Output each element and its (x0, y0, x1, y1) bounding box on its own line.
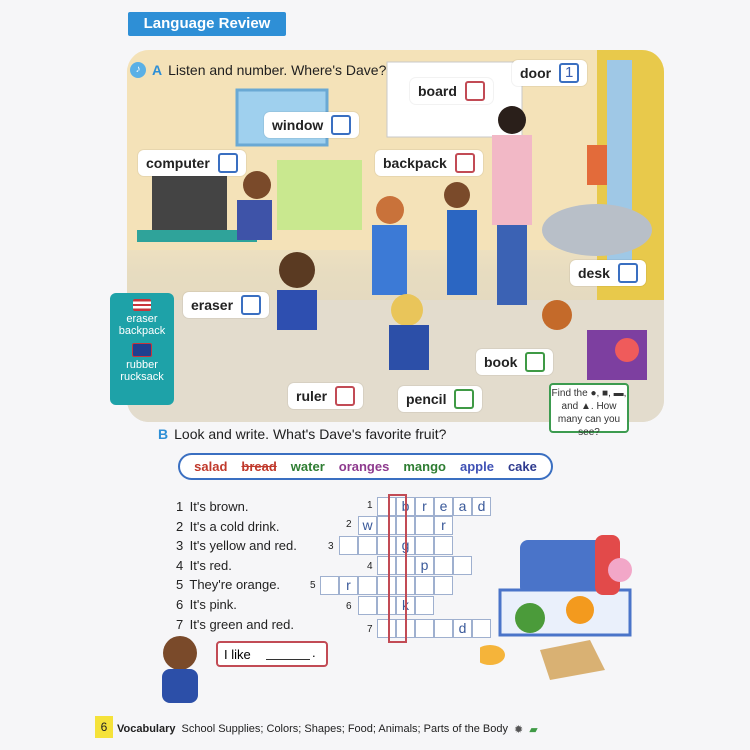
book-icon: ▰ (529, 723, 538, 736)
label-eraser-text: eraser (191, 297, 234, 313)
section-a-instruction: Listen and number. Where's Dave? (168, 62, 387, 78)
answer-box-computer[interactable] (218, 153, 238, 173)
grid-cell[interactable]: r (415, 497, 434, 516)
word-cake: cake (507, 459, 537, 474)
clue-item: 1 It's brown. (176, 499, 249, 514)
section-b-title (158, 426, 446, 442)
label-desk (570, 260, 646, 286)
answer-box-backpack[interactable] (455, 153, 475, 173)
grid-cell[interactable]: d (453, 619, 472, 638)
vocab-uk-1: rubber (126, 359, 158, 371)
label-computer-text: computer (146, 155, 210, 171)
word-water: water (290, 459, 325, 474)
label-pencil-text: pencil (406, 391, 447, 407)
uk-flag-icon (132, 343, 152, 357)
label-window-text: window (272, 117, 324, 133)
bubble-blank[interactable] (266, 659, 310, 660)
row-number: 2 (346, 519, 352, 530)
clue-item: 3 It's yellow and red. (176, 538, 297, 554)
row-number: 3 (328, 541, 334, 552)
label-book (476, 349, 553, 375)
answer-box-pencil[interactable] (454, 389, 474, 409)
answer-box-door[interactable]: 1 (559, 63, 579, 83)
answer-box-window[interactable] (331, 115, 351, 135)
clue-item: 2 It's a cold drink. (176, 518, 280, 534)
row-number: 7 (367, 624, 373, 635)
grid-cell[interactable]: r (339, 576, 358, 595)
grid-cell[interactable] (434, 619, 453, 638)
vocab-box (110, 293, 174, 405)
word-salad: salad (194, 459, 228, 474)
label-door (512, 60, 587, 86)
grid-cell[interactable]: w (358, 516, 377, 535)
footer-text: School Supplies; Colors; Shapes; Food; Animals; Parts of the Body (181, 723, 509, 735)
section-a-letter: A (152, 62, 163, 78)
word-bread: bread (241, 459, 277, 474)
answer-box-book[interactable] (525, 352, 545, 372)
clue-item: 7 It's green and red. (176, 616, 295, 632)
grid-cell[interactable] (453, 556, 472, 575)
us-flag-icon (133, 299, 151, 311)
classroom-illustration (127, 50, 664, 422)
clue-list (176, 497, 297, 634)
speech-bubble (216, 641, 328, 667)
grid-cell[interactable] (358, 596, 377, 615)
footer (117, 718, 660, 740)
label-board (410, 78, 493, 104)
label-backpack-text: backpack (383, 155, 447, 171)
grid-cell[interactable] (415, 596, 434, 615)
word-mango: mango (403, 459, 446, 474)
grid-cell[interactable] (415, 516, 434, 535)
clue-item: 6 It's pink. (176, 596, 237, 612)
page-header: Language Review (128, 12, 286, 36)
section-b-letter: B (158, 426, 169, 442)
clue-item: 5 They're orange. (176, 577, 281, 593)
boy-illustration (150, 633, 212, 705)
label-ruler-text: ruler (296, 388, 328, 404)
row-number: 4 (367, 561, 373, 572)
grid-cell[interactable] (434, 556, 453, 575)
label-eraser (183, 292, 269, 318)
grid-cell[interactable]: b (396, 497, 415, 516)
grid-cell[interactable]: k (396, 596, 415, 615)
grid-cell[interactable] (434, 576, 453, 595)
answer-box-ruler[interactable] (335, 386, 355, 406)
answer-box-desk[interactable] (618, 263, 638, 283)
clue-item: 4 It's red. (176, 557, 232, 573)
table-right (542, 204, 652, 256)
lunchbox-illustration (480, 530, 670, 695)
section-a-title (130, 62, 386, 78)
row-number: 5 (310, 580, 316, 591)
section-b-instruction: Look and write. What's Dave's favorite fruit? (174, 426, 447, 442)
vocab-us-1: eraser (126, 313, 158, 325)
answer-box-eraser[interactable] (241, 295, 261, 315)
grid-cell[interactable]: a (453, 497, 472, 516)
classroom-scene (127, 50, 664, 422)
find-shapes-box: Find the ●, ■, ▬, and ▲. How many can you see? (549, 383, 629, 433)
label-backpack (375, 150, 483, 176)
label-desk-text: desk (578, 265, 610, 281)
label-door-text: door (520, 65, 552, 81)
audio-icon[interactable]: ♪ (130, 62, 146, 78)
label-ruler (288, 383, 363, 409)
grid-cell[interactable]: r (434, 516, 453, 535)
word-oranges: oranges (338, 459, 390, 474)
grid-cell[interactable]: p (415, 556, 434, 575)
grid-cell[interactable] (415, 619, 434, 638)
page-number: 6 (95, 716, 113, 738)
grid-cell[interactable]: g (396, 536, 415, 555)
grid-cell[interactable] (358, 536, 377, 555)
row-number: 1 (367, 500, 373, 511)
label-window (264, 112, 359, 138)
label-board-text: board (418, 83, 457, 99)
grid-cell[interactable]: e (434, 497, 453, 516)
grid-cell[interactable]: d (472, 497, 491, 516)
row-number: 6 (346, 601, 352, 612)
grid-cell[interactable] (320, 576, 339, 595)
grid-cell[interactable] (339, 536, 358, 555)
answer-column-highlight (388, 494, 407, 643)
answer-box-board[interactable] (465, 81, 485, 101)
vocab-uk-2: rucksack (120, 371, 164, 383)
label-pencil (398, 386, 482, 412)
label-book-text: book (484, 354, 518, 370)
grid-cell[interactable] (415, 536, 434, 555)
grid-cell[interactable] (415, 576, 434, 595)
shelf (277, 160, 362, 230)
grid-cell[interactable] (434, 536, 453, 555)
monitor (152, 170, 227, 230)
vocab-us-2: backpack (118, 325, 166, 337)
bubble-text: I like (224, 647, 251, 662)
bubble-dot: . (312, 645, 316, 660)
bug-icon: ✹ (514, 723, 524, 736)
label-computer (138, 150, 246, 176)
word-apple: apple (459, 459, 494, 474)
grid-cell[interactable] (358, 576, 377, 595)
footer-label: Vocabulary (117, 723, 176, 735)
word-bank (178, 453, 553, 480)
